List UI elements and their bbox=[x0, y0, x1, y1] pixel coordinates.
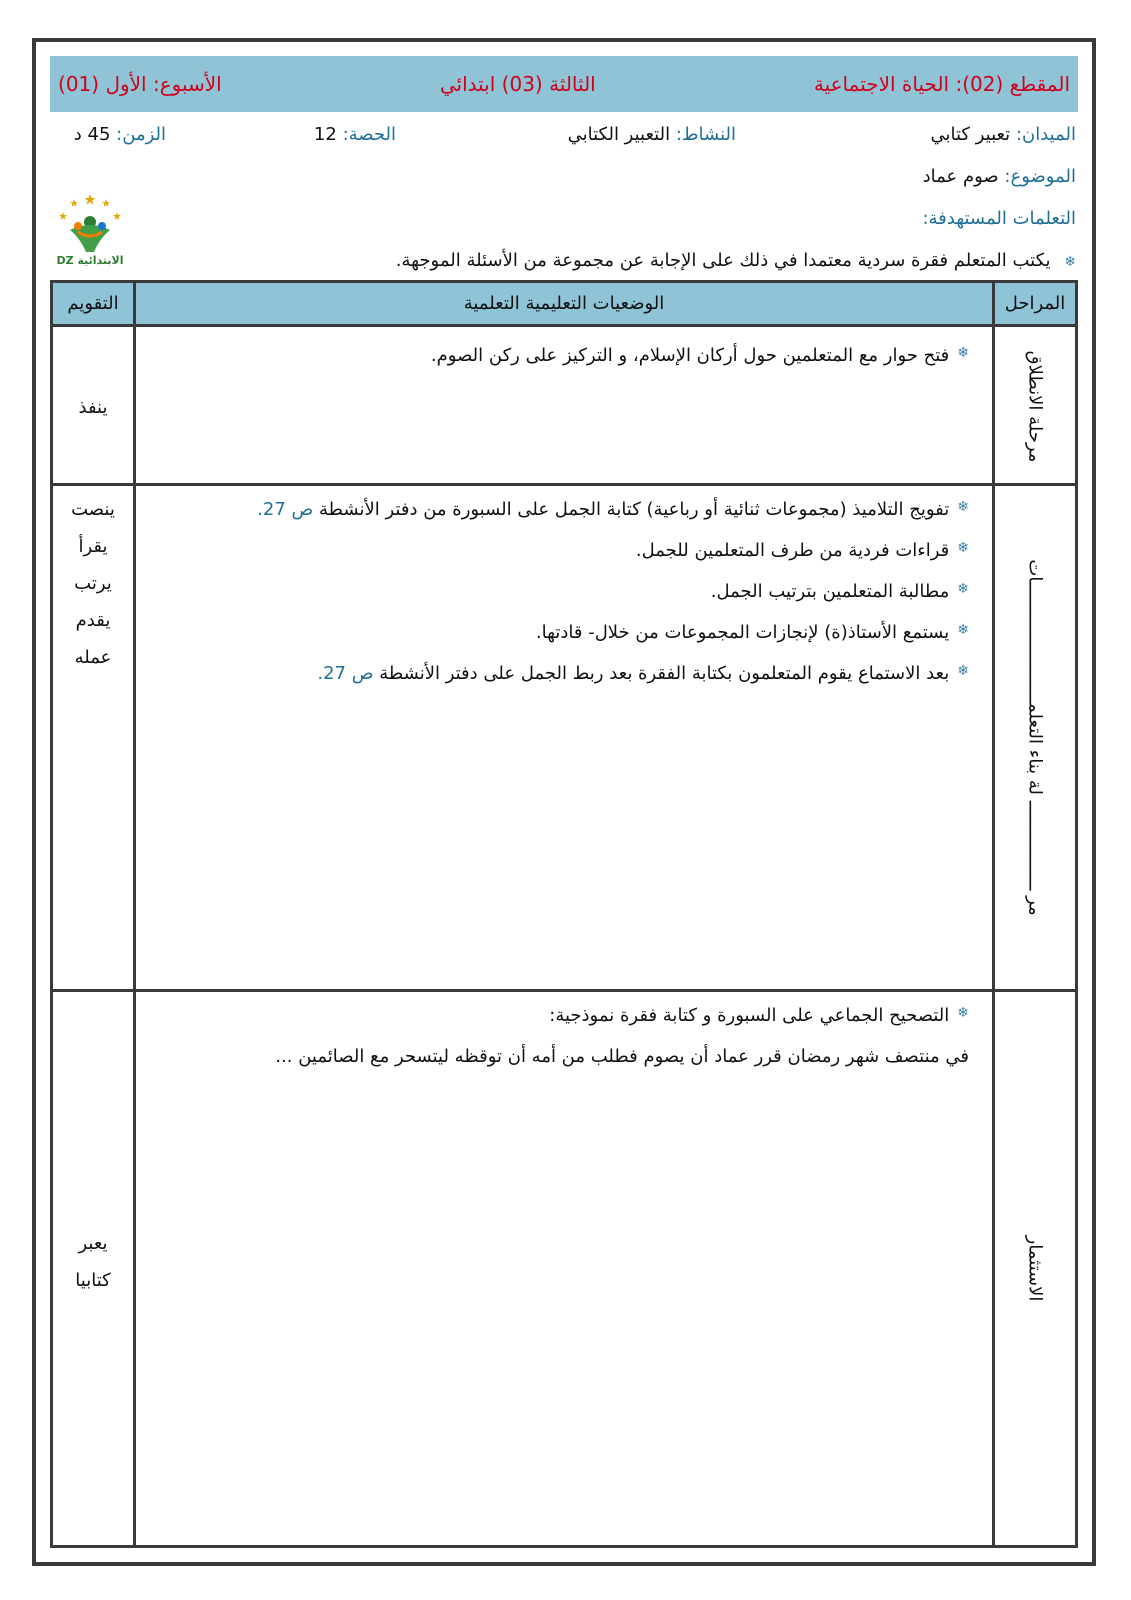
row3-content bbox=[137, 1005, 991, 1067]
snowflake-icon: ❄ bbox=[957, 345, 969, 361]
school-logo bbox=[54, 192, 126, 272]
logo-text: الابتدائية DZ bbox=[56, 254, 124, 267]
row3-eval bbox=[53, 1233, 133, 1307]
field-value: تعبير كتابي bbox=[930, 124, 1011, 145]
snowflake-icon: ❄ bbox=[1064, 254, 1076, 270]
field-info bbox=[930, 124, 1076, 145]
targets-row bbox=[52, 208, 1076, 229]
stage-invest-label: الاستثمار bbox=[1024, 1235, 1046, 1302]
list-item: ❄ تفويج التلاميذ (مجموعات ثنائية أو رباعية) كتابة الجمل على السبورة من دفتر الأنشطة ص 27. bbox=[257, 499, 969, 520]
stage-invest bbox=[995, 992, 1075, 1545]
row2-content bbox=[137, 499, 991, 704]
stage-build bbox=[995, 486, 1075, 989]
snowflake-icon: ❄ bbox=[957, 499, 969, 515]
time-value: 45 د bbox=[73, 124, 111, 145]
info-row bbox=[52, 124, 1076, 154]
session-info bbox=[314, 124, 396, 145]
activity-info bbox=[568, 124, 736, 145]
topic-value: صوم عماد bbox=[922, 166, 999, 187]
topic-label: الموضوع: bbox=[1004, 166, 1076, 187]
stage-launch-label: مرحلة الانطلاق bbox=[1024, 350, 1046, 463]
row2-eval bbox=[53, 499, 133, 684]
time-label: الزمن: bbox=[116, 124, 166, 145]
eval-item: ينفذ bbox=[78, 397, 108, 418]
snowflake-icon: ❄ bbox=[957, 581, 969, 597]
stage-build-label: مر ـــــــــــــــــ لة بناء التعلمـــــــــــــــــــــــات bbox=[1024, 559, 1046, 916]
page-ref: ص 27. bbox=[257, 499, 314, 520]
eval-item: يعبر bbox=[78, 1233, 108, 1254]
activity-value: التعبير الكتابي bbox=[567, 124, 671, 145]
page-inner bbox=[46, 52, 1082, 1552]
target-item: يكتب المتعلم فقرة سردية معتمدا في ذلك على الإجابة عن مجموعة من الأسئلة الموجهة. bbox=[395, 250, 1051, 271]
targets-label: التعلمات المستهدفة: bbox=[922, 208, 1076, 229]
eval-item: يقدم bbox=[75, 610, 111, 631]
divider-h-2 bbox=[53, 989, 1075, 992]
list-item: ❄ يستمع الأستاذ(ة) لإنجازات المجموعات من خلال- قادتها. bbox=[535, 622, 969, 643]
snowflake-icon: ❄ bbox=[957, 663, 969, 679]
header-eval: التقويم bbox=[53, 283, 133, 327]
eval-item: كتابيا bbox=[75, 1270, 111, 1291]
target-item-row bbox=[52, 250, 1076, 271]
row1-content bbox=[137, 345, 991, 386]
row1-eval bbox=[53, 397, 133, 434]
list-item: ❄ التصحيح الجماعي على السبورة و كتابة فقرة نموذجية: bbox=[549, 1005, 969, 1026]
eval-item: عمله bbox=[74, 647, 112, 668]
session-label: الحصة: bbox=[342, 124, 396, 145]
header-stages: المراحل bbox=[995, 283, 1075, 327]
eval-item: يقرأ bbox=[78, 536, 108, 557]
list-item: ❄ بعد الاستماع يقوم المتعلمون بكتابة الفقرة بعد ربط الجمل على دفتر الأنشطة ص 27. bbox=[317, 663, 969, 684]
eval-item: يرتب bbox=[74, 573, 112, 594]
title-bar bbox=[50, 56, 1078, 112]
page-frame bbox=[32, 38, 1096, 1566]
snowflake-icon: ❄ bbox=[957, 1005, 969, 1021]
list-item: ❄ مطالبة المتعلمين بترتيب الجمل. bbox=[710, 581, 969, 602]
list-item: ❄ فتح حوار مع المتعلمين حول أركان الإسلام، و التركيز على ركن الصوم. bbox=[430, 345, 969, 366]
header-situations: الوضعيات التعليمية التعلمية bbox=[136, 283, 992, 327]
lesson-table bbox=[50, 280, 1078, 1548]
list-item: ❄ قراءات فردية من طرف المتعلمين للجمل. bbox=[635, 540, 969, 561]
stage-launch bbox=[995, 330, 1075, 483]
snowflake-icon: ❄ bbox=[957, 622, 969, 638]
segment-title: المقطع (02): الحياة الاجتماعية bbox=[813, 72, 1070, 96]
eval-item: ينصت bbox=[71, 499, 115, 520]
model-paragraph: في منتصف شهر رمضان قرر عماد أن يصوم فطلب من أمه أن توقظه ليتسحر مع الصائمين ... bbox=[275, 1046, 969, 1067]
divider-h-1 bbox=[53, 483, 1075, 486]
page-ref: ص 27. bbox=[317, 663, 374, 684]
divider-v-left bbox=[133, 283, 136, 1545]
snowflake-icon: ❄ bbox=[957, 540, 969, 556]
activity-label: النشاط: bbox=[675, 124, 736, 145]
time-info bbox=[74, 124, 166, 145]
week-title: الأسبوع: الأول (01) bbox=[58, 72, 222, 96]
field-label: الميدان: bbox=[1015, 124, 1076, 145]
session-value: 12 bbox=[313, 124, 337, 145]
topic-row bbox=[52, 166, 1076, 187]
level-title: الثالثة (03) ابتدائي bbox=[439, 72, 596, 96]
